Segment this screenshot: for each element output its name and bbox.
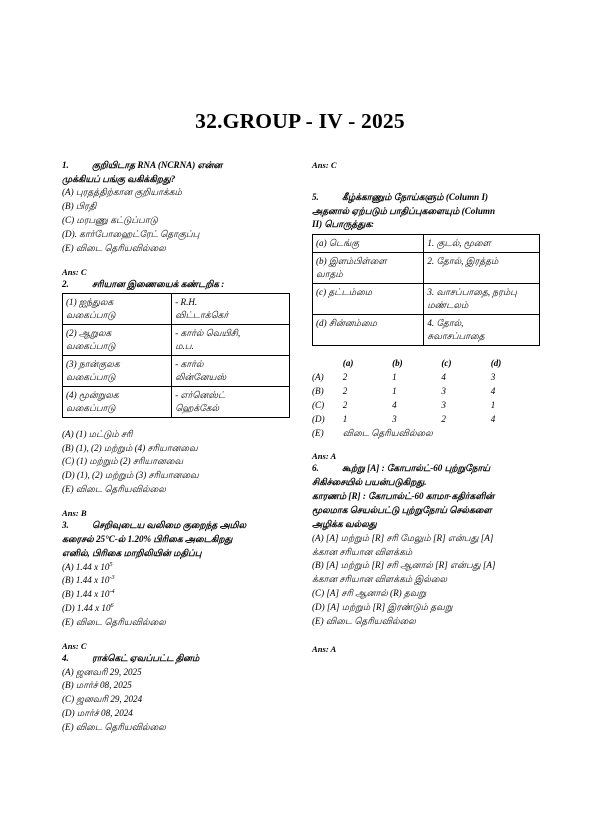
option-exponent: 6 xyxy=(110,601,114,609)
cell-line-1: - R.H. xyxy=(175,297,198,308)
matrix-value: 1 xyxy=(392,371,397,382)
question-6-reason-line2: மூலமாக செயல்பட்டு புற்றுநோய் செல்களை xyxy=(312,505,492,516)
cell-line-2: வாதம் xyxy=(316,269,343,280)
table-cell-right xyxy=(172,294,290,325)
cell-line-1: (b) இளம்பிள்ளை xyxy=(316,256,387,267)
table-cell-left xyxy=(313,235,424,253)
question-4-option-e: (E) விடை தெரியவில்லை xyxy=(62,721,166,732)
matrix-value: 2 xyxy=(342,385,348,396)
table-cell-left xyxy=(313,253,424,284)
table-cell-left xyxy=(313,314,424,345)
matrix-row-label: (E) xyxy=(312,428,324,439)
question-4-option-b: (B) மார்ச் 08, 2025 xyxy=(62,680,132,691)
matrix-value: 3 xyxy=(441,400,446,411)
table-cell-right xyxy=(172,386,290,417)
question-1-option-b: (B) பிரதி xyxy=(62,201,97,212)
matrix-value: 1 xyxy=(392,385,397,396)
question-3-number: 3. xyxy=(62,519,69,530)
matrix-row-label: (D) xyxy=(312,414,325,425)
question-5-text-line2: அதனால் ஏற்படும் பாதிப்புகளையும் (Column xyxy=(312,205,496,216)
table-cell-right xyxy=(424,253,540,284)
table-cell-right xyxy=(172,325,290,356)
question-6-assertion-line1: கூற்று [A] : கோபால்ட்-60 புற்றுநோய் xyxy=(342,463,491,474)
table-row xyxy=(313,253,540,284)
matrix-option-e-text: விடை தெரியவில்லை xyxy=(342,428,433,439)
matrix-row-label: (B) xyxy=(312,385,324,396)
table-cell-right xyxy=(424,284,540,315)
question-2-option-d: (D) (1), (2) மற்றும் (3) சரியானவை xyxy=(62,470,199,481)
left-column xyxy=(62,159,290,735)
matrix-header-row xyxy=(312,356,540,370)
matrix-row-a xyxy=(312,370,540,384)
cell-line-1: (d) சின்னம்மை xyxy=(316,317,377,328)
cell-line-1: (2) ஆறுலக xyxy=(66,328,112,339)
matrix-header-d: (d) xyxy=(490,357,502,368)
question-2-option-b: (B) (1), (2) மற்றும் (4) சரியானவை xyxy=(62,442,198,453)
cell-line-1: - எர்னெஸ்ட் xyxy=(175,389,226,400)
option-exponent: -3 xyxy=(109,574,115,582)
question-6-heading xyxy=(312,462,540,475)
question-5-match-table xyxy=(312,234,540,345)
question-6-option-b xyxy=(312,559,540,587)
table-row xyxy=(63,386,290,417)
matrix-corner xyxy=(312,356,343,370)
cell-line-1: - கார்ல் வெயிசி, xyxy=(175,328,241,339)
option-exponent: 5 xyxy=(109,560,113,568)
cell-line-1: (1) ஐந்துலக xyxy=(66,297,114,308)
question-4-number: 4. xyxy=(62,652,69,663)
right-column xyxy=(312,159,540,655)
matrix-value: 4 xyxy=(441,371,446,382)
question-1-option-c: (C) மரபணு கட்டுப்பாடு xyxy=(62,215,158,226)
matrix-header-c: (c) xyxy=(441,357,452,368)
matrix-row-label: (C) xyxy=(312,400,325,411)
cell-line-1: (c) தட்டம்மை xyxy=(316,287,373,298)
two-column-body xyxy=(0,159,600,735)
matrix-row-e xyxy=(312,426,540,440)
cell-line-1: 1. குடல், மூளை xyxy=(427,238,491,249)
question-5-answer: Ans: A xyxy=(312,451,337,462)
table-row xyxy=(63,356,290,387)
question-6-option-c: (C) [A] சரி ஆனால் (R) தவறு xyxy=(312,588,427,599)
question-6-answer: Ans: A xyxy=(312,643,337,654)
question-1-text-line1: குறியிடாத RNA (NCRNA) என்ன xyxy=(92,159,223,170)
cell-line-2: ஹெக்கேல் xyxy=(175,402,220,413)
question-5-answer-matrix xyxy=(312,356,540,441)
option-label: (D) 1.44 x 10 xyxy=(62,602,111,613)
question-5-text-line3: II) பொருத்துக: xyxy=(312,219,375,230)
table-row xyxy=(313,314,540,345)
question-1-number: 1. xyxy=(62,159,69,170)
question-6-assertion-line2: சிகிச்சையில் பயன்படுகிறது. xyxy=(312,477,427,488)
question-2-text: சரியான இணையைக் கண்டறிக : xyxy=(92,278,225,289)
option-label: (A) 1.44 x 10 xyxy=(62,561,110,572)
question-4-option-d: (D) மார்ச் 08, 2024 xyxy=(62,707,133,718)
matrix-value: 4 xyxy=(490,385,496,396)
question-3-text-line1: செறிவுடைய வலிமை குறைந்த அமில xyxy=(92,519,247,530)
question-2-table xyxy=(62,293,290,417)
question-2-number: 2. xyxy=(62,278,69,289)
question-3-heading xyxy=(62,519,290,532)
matrix-value: 3 xyxy=(490,371,496,382)
question-1-option-d: (D). கார்போஹைட்ரேட் தொகுப்பு xyxy=(62,228,200,239)
cell-line-2: சுவாசப்பாதை xyxy=(427,330,485,341)
table-cell-left xyxy=(63,294,172,325)
cell-line-2: வகைப்பாடு xyxy=(66,371,116,382)
option-line-2: க்கான சரியான விளக்கம் இல்லை xyxy=(312,574,448,585)
cell-line-2: ம.ப. xyxy=(175,341,194,352)
matrix-row-d xyxy=(312,412,540,426)
matrix-value: 4 xyxy=(392,400,397,411)
question-1-option-e: (E) விடை தெரியவில்லை xyxy=(62,242,166,253)
cell-line-2: வகைப்பாடு xyxy=(66,341,116,352)
cell-line-1: - கார்ல் xyxy=(175,359,204,370)
question-3-option-d xyxy=(62,602,290,616)
cell-line-2: லின்னேயஸ் xyxy=(175,371,227,382)
table-cell-right xyxy=(424,235,540,253)
matrix-value: 2 xyxy=(342,400,348,411)
question-6-option-d: (D) [A] மற்றும் [R] இரண்டும் தவறு xyxy=(312,601,453,612)
table-cell-right xyxy=(424,314,540,345)
matrix-value: 2 xyxy=(342,371,348,382)
question-6-option-a xyxy=(312,532,540,560)
matrix-value: 4 xyxy=(490,414,496,425)
question-4 xyxy=(62,652,290,735)
question-4-text: ராக்கெட் ஏவப்பட்ட தினம் xyxy=(92,652,200,663)
question-1-answer-right: Ans: C xyxy=(312,159,337,170)
matrix-row-label: (A) xyxy=(312,371,324,382)
cell-line-2: மண்டலம் xyxy=(427,300,469,311)
matrix-value: 1 xyxy=(490,400,496,411)
question-1-heading xyxy=(62,159,290,172)
cell-line-2: வகைப்பாடு xyxy=(66,310,116,321)
matrix-value: 2 xyxy=(441,414,446,425)
question-3-option-a xyxy=(62,561,290,575)
question-3-option-b xyxy=(62,574,290,588)
question-1-answer: Ans: C xyxy=(62,266,87,277)
cell-line-2: வகைப்பாடு xyxy=(66,402,116,413)
option-line-1: (A) [A] மற்றும் [R] சரி மேலும் [R] என்பது [A] xyxy=(312,532,494,543)
question-6-number: 6. xyxy=(312,463,319,474)
matrix-value: 3 xyxy=(441,385,446,396)
cell-line-1: 2. தோல், இரத்தம் xyxy=(427,256,499,267)
cell-line-1: (3) நான்குலக xyxy=(66,359,120,370)
table-cell-left xyxy=(63,325,172,356)
cell-line-1: 3. வாசப்பாதை, நரம்பு xyxy=(427,287,517,298)
question-5-number: 5. xyxy=(312,191,319,202)
question-3-text-line2: கரைசல் 25°C-ல் 1.20% பிரிகை அடைகிறது xyxy=(62,533,233,544)
table-row xyxy=(63,325,290,356)
table-cell-left xyxy=(63,356,172,387)
option-line-1: (B) [A] மற்றும் [R] சரி ஆனால் [R] என்பது [A] xyxy=(312,560,496,571)
question-6 xyxy=(312,462,540,628)
question-3-answer: Ans: C xyxy=(62,640,87,651)
cell-line-1: 4. தோல், xyxy=(427,317,464,328)
question-2-heading xyxy=(62,278,290,291)
question-4-option-a: (A) ஜனவரி 29, 2025 xyxy=(62,666,142,677)
table-cell-left xyxy=(313,284,424,315)
question-6-reason-line3: அழிக்க வல்லது xyxy=(312,518,377,529)
question-4-heading xyxy=(62,652,290,665)
question-2-option-e: (E) விடை தெரியவில்லை xyxy=(62,483,166,494)
question-2 xyxy=(62,278,290,497)
question-2-option-a: (A) (1) மட்டும் சரி xyxy=(62,428,133,439)
matrix-row-c xyxy=(312,398,540,412)
question-3-text-line3: எனில், பிரிகை மாறிலியின் மதிப்பு xyxy=(62,547,202,558)
question-2-option-c: (C) (1) மற்றும் (2) சரியானவை xyxy=(62,456,184,467)
question-3 xyxy=(62,519,290,630)
cell-line-1: (4) மூன்றுலக xyxy=(66,389,119,400)
question-1-text-line2: முக்கியப் பங்கு வகிக்கிறது? xyxy=(62,173,176,184)
question-3-option-b-duplicate xyxy=(62,588,290,602)
table-row xyxy=(313,235,540,253)
matrix-row-b xyxy=(312,384,540,398)
question-1 xyxy=(62,159,290,256)
table-cell-left xyxy=(63,386,172,417)
table-row xyxy=(313,284,540,315)
question-5-text-line1: கீழ்க்காணும் நோய்களும் (Column I) xyxy=(342,191,489,202)
matrix-value: 1 xyxy=(342,414,348,425)
question-5-heading xyxy=(312,191,540,204)
option-exponent: -4 xyxy=(109,588,115,596)
table-cell-right xyxy=(172,356,290,387)
question-4-option-c: (C) ஜனவரி 29, 2024 xyxy=(62,694,143,705)
matrix-header-b: (b) xyxy=(392,357,403,368)
matrix-value: 3 xyxy=(392,414,397,425)
option-label: (B) 1.44 x 10 xyxy=(62,575,110,586)
option-label: (B) 1.44 x 10 xyxy=(62,589,110,600)
option-line-2: க்கான சரியான விளக்கம் xyxy=(312,546,413,557)
question-1-option-a: (A) புரதத்திற்கான குறியாக்கம் xyxy=(62,187,182,198)
matrix-header-a: (a) xyxy=(342,357,354,368)
cell-line-1: (a) டெங்கு xyxy=(316,238,360,249)
table-row xyxy=(63,294,290,325)
question-5 xyxy=(312,191,540,441)
question-3-option-e: (E) விடை தெரியவில்லை xyxy=(62,616,166,627)
question-2-answer: Ans: B xyxy=(62,507,87,518)
question-6-option-e: (E) விடை தெரியவில்லை xyxy=(312,615,416,626)
question-6-reason-line1: காரணம் [R] : கோபால்ட்-60 காமா-கதிர்களின் xyxy=(312,491,495,502)
cell-line-2: விட்டாக்கெர் xyxy=(175,310,229,321)
page-title: 32.GROUP - IV - 2025 xyxy=(195,109,405,133)
